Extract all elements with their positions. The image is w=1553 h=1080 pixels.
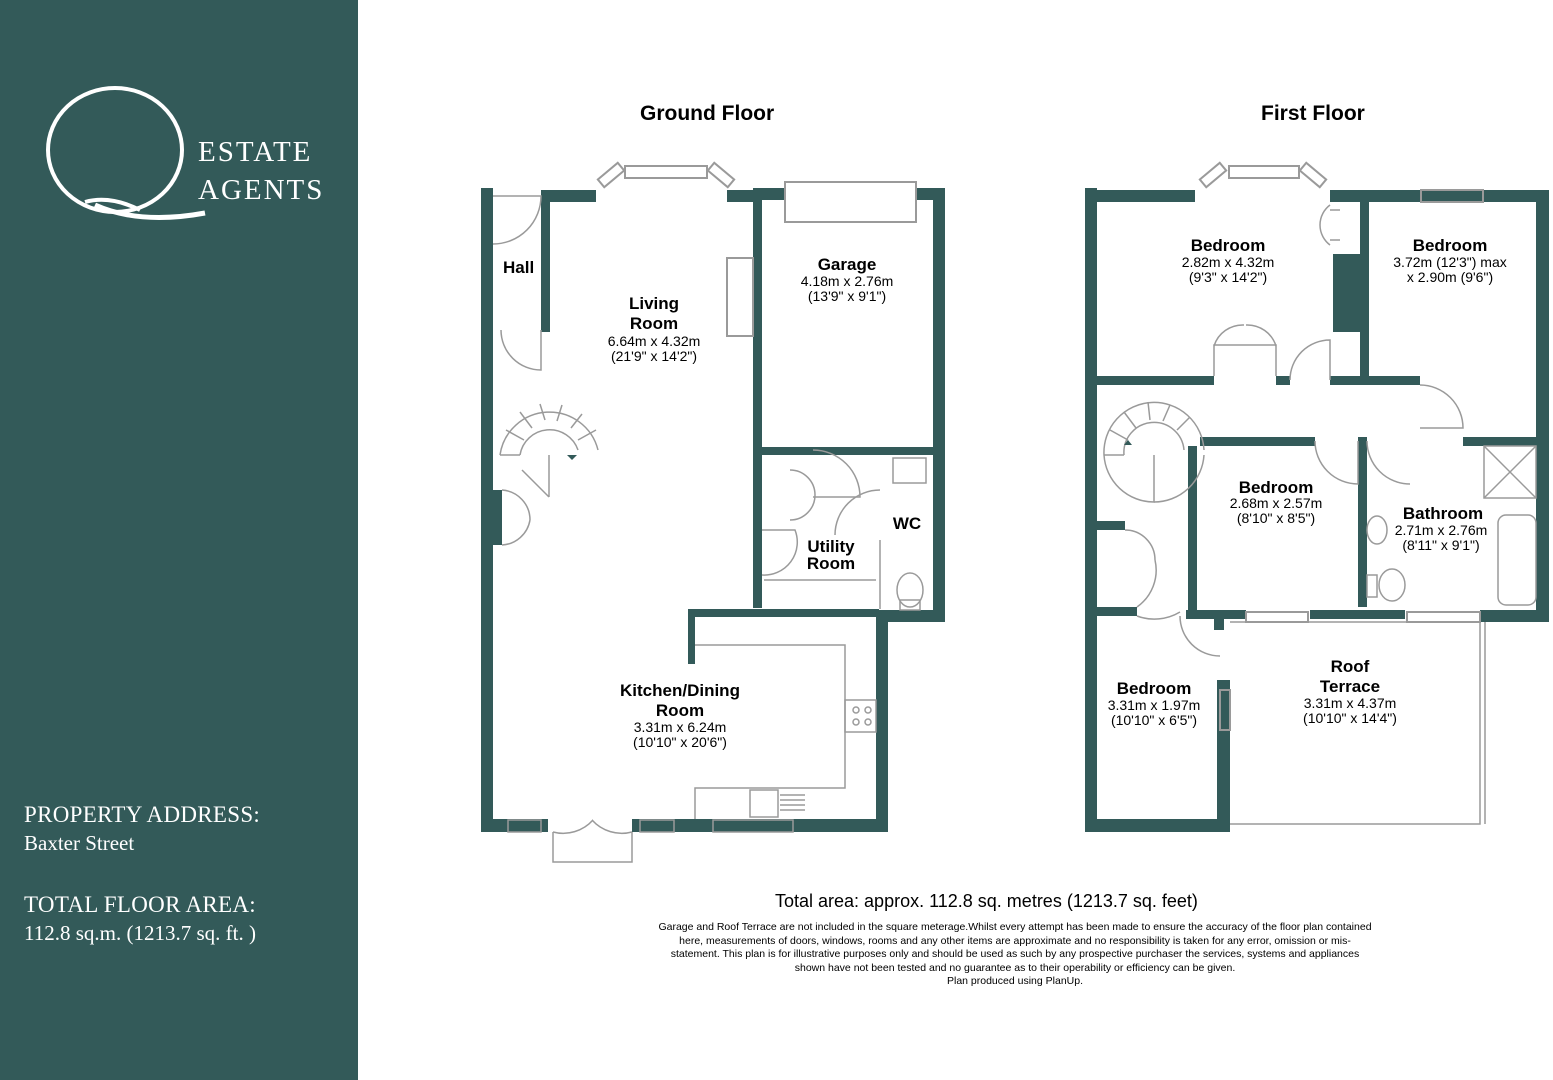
bedroom4-label: Bedroom [1116, 679, 1192, 698]
stair-arrow-icon [567, 455, 577, 460]
disclaimer-line: here, measurements of doors, windows, rooms and any other items are approximate and no responsibility is taken for any error, omission or mis- [679, 934, 1351, 947]
bathroom-label: Bathroom [1402, 504, 1484, 523]
bedroom3-dim-metric: 2.68m x 2.57m [1229, 495, 1323, 511]
bedroom4-dim-metric: 3.31m x 1.97m [1107, 697, 1201, 713]
ground-spiral-stair [500, 404, 598, 497]
disclaimer-line: Plan produced using PlanUp. [946, 975, 1083, 988]
first-floor-title: First Floor [1261, 102, 1365, 125]
kitchen-dim-metric: 3.31m x 6.24m [633, 719, 727, 735]
hall-label: Hall [503, 258, 535, 277]
bedroom2-label: Bedroom [1412, 236, 1488, 255]
address-label: PROPERTY ADDRESS: [24, 802, 261, 827]
first-floor-plan [1085, 163, 1549, 832]
area-value: 112.8 sq.m. (1213.7 sq. ft. ) [24, 921, 256, 945]
garage-dim-metric: 4.18m x 2.76m [800, 273, 894, 289]
garage-dim-imperial: (13'9" x 9'1") [807, 288, 887, 304]
garage-label: Garage [817, 255, 877, 274]
kitchen-label-line1: Kitchen/Dining [620, 681, 740, 700]
kitchen-label-line2: Room [655, 701, 705, 720]
wc-label: WC [892, 514, 922, 533]
bedroom2-dim-metric: 3.72m (12'3") max [1393, 254, 1507, 270]
brand-name-line1: ESTATE [198, 136, 313, 168]
disclaimer-line: statement. This plan is for illustrative purposes only and should be used as such by any prospective purchaser the services, systems and appliances [670, 948, 1360, 961]
roof-terrace-label-line2: Terrace [1319, 677, 1381, 696]
kitchen-fittings [508, 458, 926, 832]
disclaimer-line: shown have not been tested and no guarantee as to their operability or efficiency can be given. [794, 961, 1236, 974]
ground-floor-title: Ground Floor [640, 102, 775, 125]
bedroom4-dim-imperial: (10'10" x 6'5") [1110, 712, 1198, 728]
address-value: Baxter Street [24, 831, 135, 855]
bedroom3-label: Bedroom [1238, 478, 1314, 497]
total-area-text: Total area: approx. 112.8 sq. metres (1213.7 sq. feet) [775, 891, 1198, 911]
bathroom-dim-imperial: (8'11" x 9'1") [1402, 537, 1480, 553]
disclaimer-line: Garage and Roof Terrace are not included in the square meterage.Whilst every attempt has been made to ensure the accuracy of the floor plan contained [658, 921, 1372, 933]
ground-floor-plan [481, 163, 945, 862]
utility-room-label-line1: Utility [807, 537, 855, 556]
brand-name-line2: AGENTS [198, 174, 325, 206]
roof-terrace-dim-metric: 3.31m x 4.37m [1303, 695, 1397, 711]
bedroom3-dim-imperial: (8'10" x 8'5") [1236, 510, 1316, 526]
living-room-label-line2: Room [629, 314, 679, 333]
living-room-label-line1: Living [628, 294, 680, 313]
roof-terrace-dim-imperial: (10'10" x 14'4") [1303, 710, 1397, 726]
area-label: TOTAL FLOOR AREA: [24, 892, 256, 917]
roof-terrace-label-line1: Roof [1330, 657, 1370, 676]
bedroom1-dim-metric: 2.82m x 4.32m [1181, 254, 1275, 270]
bathroom-dim-metric: 2.71m x 2.76m [1394, 522, 1488, 538]
living-room-dim-imperial: (21'9" x 14'2") [610, 348, 698, 364]
bedroom1-label: Bedroom [1190, 236, 1266, 255]
kitchen-dim-imperial: (10'10" x 20'6") [633, 734, 727, 750]
bedroom2-dim-imperial: x 2.90m (9'6") [1406, 269, 1494, 285]
disclaimer [610, 921, 1420, 989]
bedroom1-dim-imperial: (9'3" x 14'2") [1188, 269, 1268, 285]
utility-room-label-line2: Room [806, 554, 856, 573]
living-room-dim-metric: 6.64m x 4.32m [607, 333, 701, 349]
